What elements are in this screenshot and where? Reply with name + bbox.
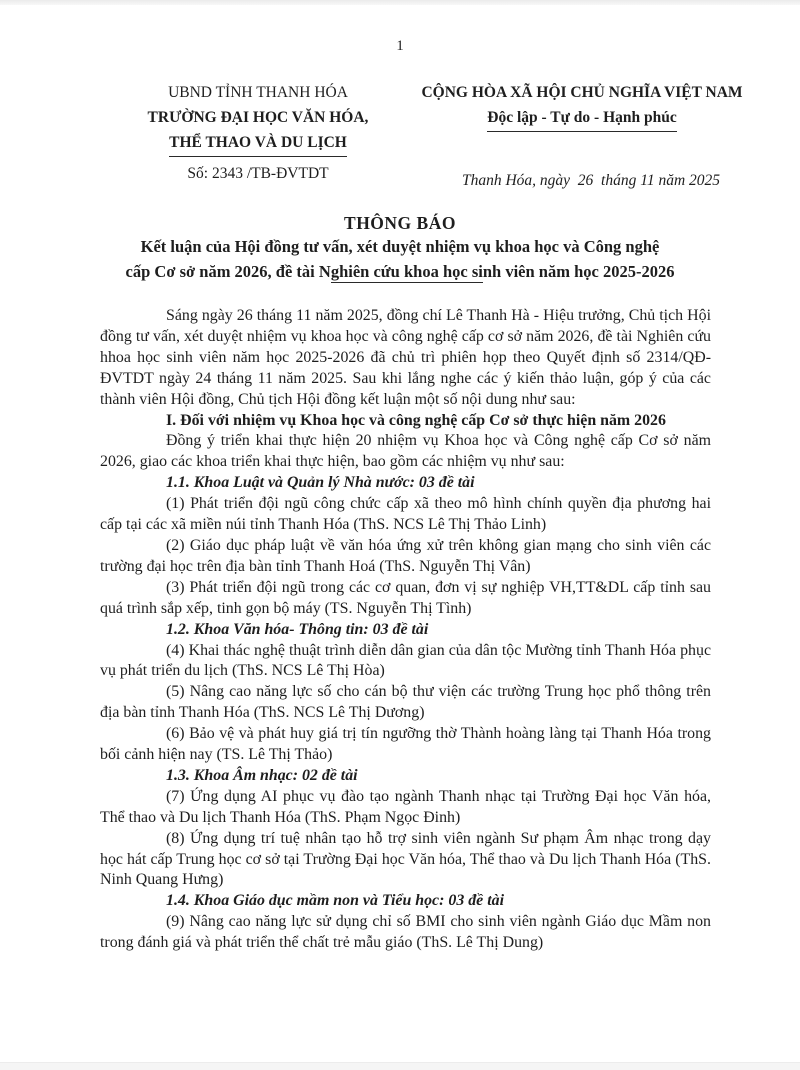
notice-subtitle-line1: Kết luận của Hội đồng tư vấn, xét duyệt nhiệm vụ khoa học và Công nghệ (140, 237, 660, 256)
subtitle-post: nh viên năm học 2025-2026 (482, 261, 675, 281)
paragraph: 1.1. Khoa Luật và Quản lý Nhà nước: 03 đề tài (166, 474, 475, 492)
paragraph: (8) Ứng dụng trí tuệ nhân tạo hỗ trợ sinh viên ngành Sư phạm Âm nhạc trong dạy học hát cấp Trung học cơ sở tại Trường Đại học Văn hóa, Thể thao và Du lịch Thanh Hóa (ThS. Ninh Quang Hưng) (100, 829, 711, 889)
university-name-line2 (112, 130, 404, 157)
paragraph: (1) Phát triển đội ngũ công chức cấp xã theo mô hình chính quyền địa phương hai cấp tại các xã miền núi tỉnh Thanh Hóa (ThS. NCS Lê Thị Thảo Linh) (100, 495, 711, 534)
paragraph: (6) Bảo vệ và phát huy giá trị tín ngưỡng thờ Thành hoàng làng tại Thanh Hóa trong bối cảnh hiện nay (TS. Lê Thị Thảo) (100, 725, 711, 764)
university-name-line1: TRƯỜNG ĐẠI HỌC VĂN HÓA, (147, 109, 369, 126)
document-body (100, 306, 711, 954)
national-motto-underlined: Độc lập - Tự do - Hạnh phúc (487, 105, 676, 132)
paragraph: (2) Giáo dục pháp luật về văn hóa ứng xử trên không gian mạng cho sinh viên các trường đại học trên địa bàn tỉnh Thanh Hoá (ThS. Nguyễn Thị Vân) (100, 536, 711, 575)
paragraph: (3) Phát triển đội ngũ trong các cơ quan, đơn vị sự nghiệp VH,TT&DL cấp tỉnh sau quá trình sắp xếp, tinh gọn bộ máy (TS. Nguyễn Thị Tình) (100, 578, 711, 617)
notice-title: THÔNG BÁO (344, 213, 456, 233)
notice-subtitle-line2 (0, 261, 800, 284)
national-motto (404, 105, 760, 132)
subtitle-pre: cấp Cơ sở năm 2026, đề tài N (125, 261, 331, 281)
paragraph: (9) Nâng cao năng lực sử dụng chỉ số BMI cho sinh viên ngành Giáo dục Mầm non trong đánh giá và phát triển thể chất trẻ mẫu giáo (ThS. Lê Thị Dung) (100, 913, 711, 952)
national-header-block (404, 80, 760, 193)
document-number: Số: 2343 /TB-ĐVTDT (187, 165, 329, 182)
page-bottom-edge (0, 1062, 800, 1070)
paragraph: 1.4. Khoa Giáo dục mầm non và Tiểu học: 03 đề tài (166, 892, 504, 910)
paragraph: 1.2. Khoa Văn hóa- Thông tin: 03 đề tài (166, 620, 429, 638)
subtitle-underlined: ghiên cứu khoa học si (330, 261, 483, 281)
paragraph: (7) Ứng dụng AI phục vụ đào tạo ngành Thanh nhạc tại Trường Đại học Văn hóa, Thể thao và Du lịch Thanh Hóa (ThS. Phạm Ngọc Đinh) (100, 787, 711, 826)
place-and-date: Thanh Hóa, ngày 26 tháng 11 năm 2025 (461, 172, 721, 189)
paragraph: I. Đối với nhiệm vụ Khoa học và công nghệ cấp Cơ sở thực hiện năm 2026 (166, 411, 666, 429)
paragraph: Đồng ý triển khai thực hiện 20 nhiệm vụ Khoa học và Công nghệ cấp Cơ sở năm 2026, giao các khoa triển khai thực hiện, bao gồm các nhiệm vụ như sau: (100, 432, 711, 471)
paragraph: (5) Nâng cao năng lực số cho cán bộ thư viện các trường Trung học phổ thông trên địa bàn tỉnh Thanh Hóa (ThS. NCS Lê Thị Dương) (100, 683, 711, 722)
page-top-edge (0, 0, 800, 5)
paragraph: Sáng ngày 26 tháng 11 năm 2025, đồng chí Lê Thanh Hà - Hiệu trưởng, Chủ tịch Hội đồng tư vấn, xét duyệt nhiệm vụ khoa học và công nghệ cấp cơ sở năm 2026, đề tài Nghiên cứu hhoa học sinh viên năm học 2025-2026 đã chủ trì phiên họp theo Quyết định số 2314/QĐ-ĐVTDT ngày 24 tháng 11 năm 2025. Sau khi lắng nghe các ý kiến thảo luận, góp ý của các thành viên Hội đồng, Chủ tịch Hội đồng kết luận một số nội dung như sau: (100, 307, 711, 408)
paragraph: (4) Khai thác nghệ thuật trình diễn dân gian của dân tộc Mường tỉnh Thanh Hóa phục vụ phát triển du lịch (ThS. NCS Lê Thị Hòa) (100, 641, 711, 680)
national-title: CỘNG HÒA XÃ HỘI CHỦ NGHĨA VIỆT NAM (421, 84, 743, 101)
university-name-underlined: THỂ THAO VÀ DU LỊCH (169, 130, 347, 157)
page-number: 1 (396, 38, 404, 54)
paragraph: 1.3. Khoa Âm nhạc: 02 đề tài (166, 766, 358, 784)
issuing-authority: UBND TỈNH THANH HÓA (168, 84, 348, 101)
document-header (0, 80, 800, 193)
issuing-authority-block (112, 80, 404, 193)
notice-title-block (0, 213, 800, 283)
